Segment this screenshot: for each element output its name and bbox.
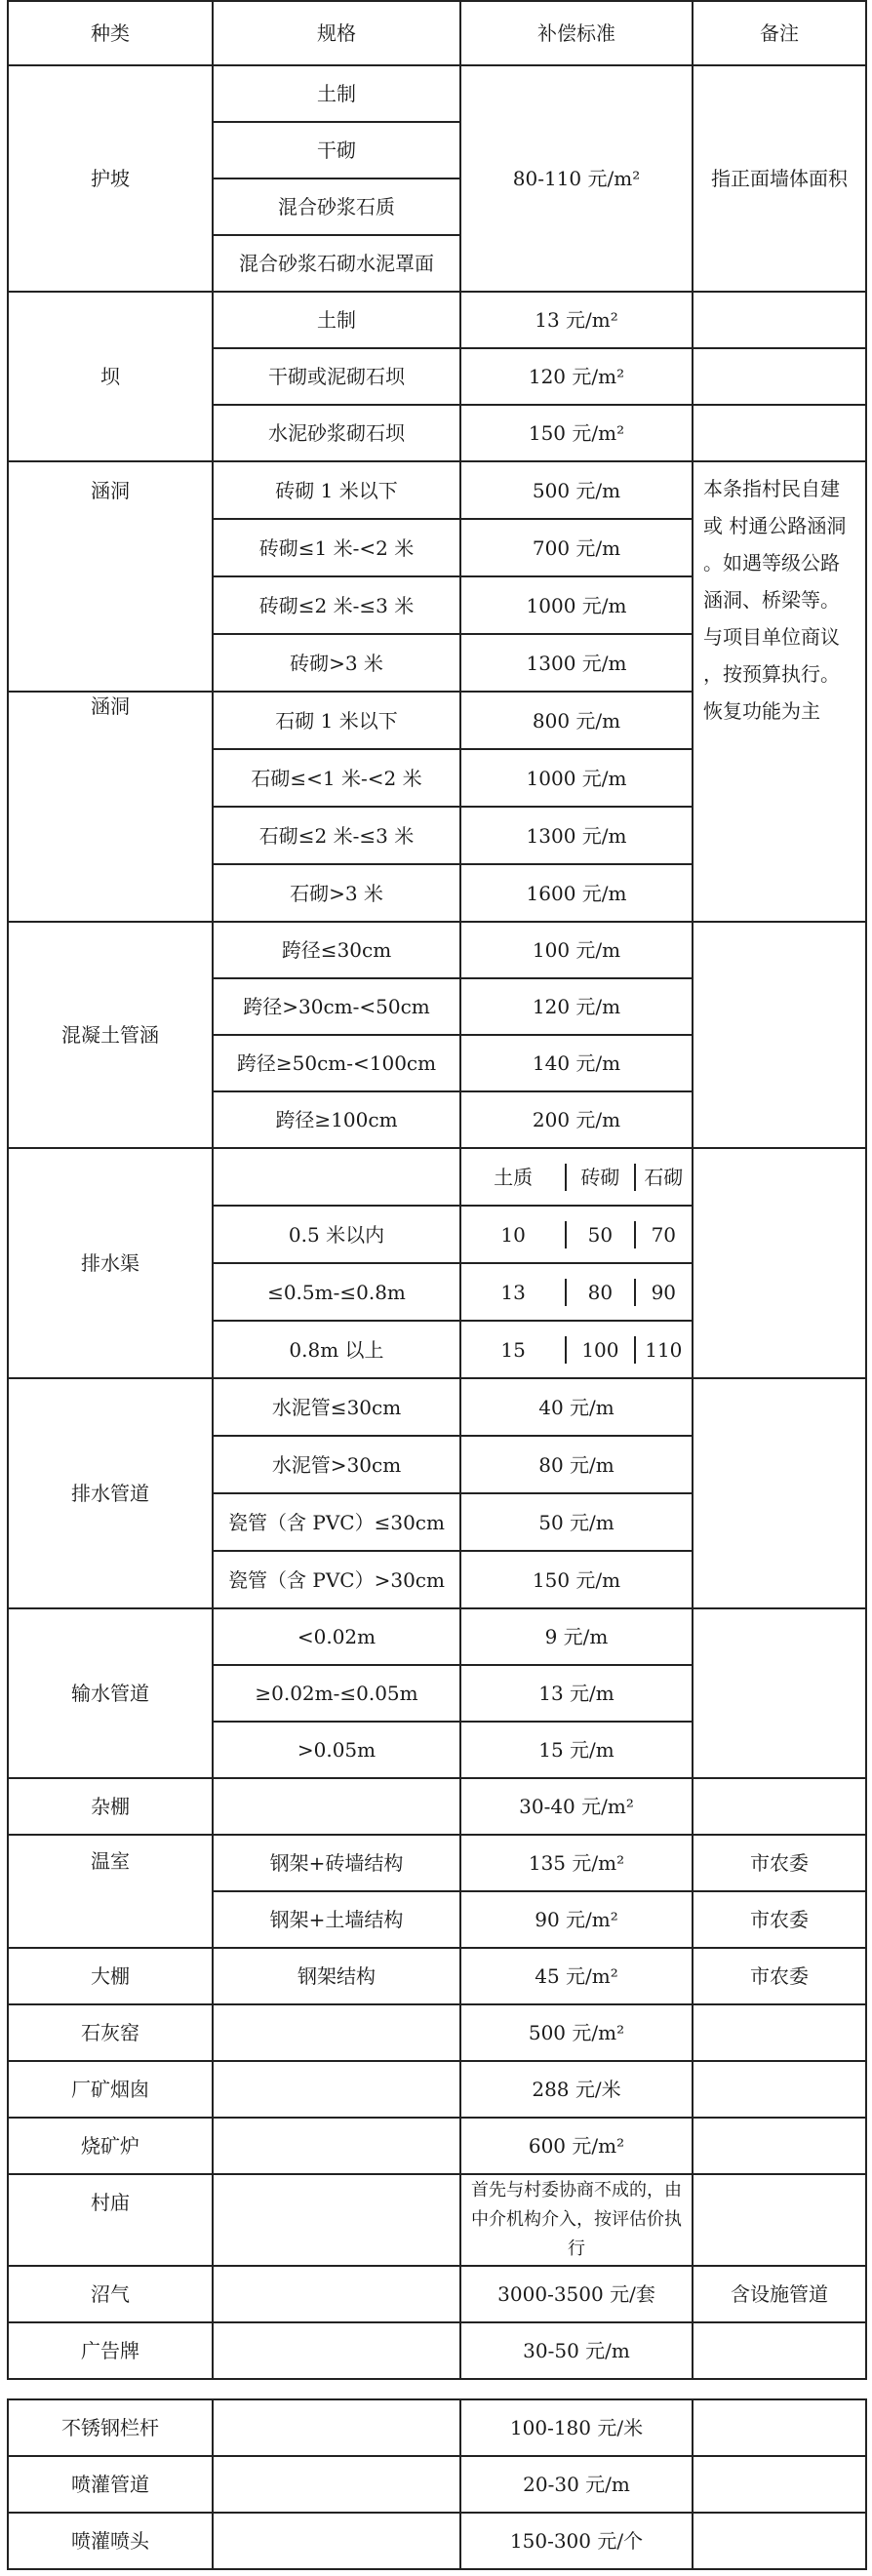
table-row — [8, 922, 866, 978]
note-cell — [693, 922, 866, 1148]
spec-cell — [213, 1148, 460, 1206]
spec-cell: 瓷管（含 PVC）≤30cm — [213, 1493, 460, 1551]
category-cell: 排水管道 — [8, 1378, 213, 1608]
table-row — [8, 65, 866, 122]
price-cell: 500 元/m — [460, 461, 693, 519]
category-cell: 沼气 — [8, 2266, 213, 2322]
spec-cell — [213, 2061, 460, 2118]
spec-cell — [213, 2513, 460, 2569]
table-row — [8, 2174, 866, 2266]
price-cell: 45 元/m² — [460, 1948, 693, 2004]
compensation-table — [7, 0, 867, 2380]
spec-cell: 石砌>3 米 — [213, 864, 460, 922]
note-cell — [693, 1778, 866, 1835]
price-cell: 80 元/m — [460, 1436, 693, 1493]
category-cell: 广告牌 — [8, 2322, 213, 2379]
header-spec: 规格 — [213, 1, 460, 65]
price-cell: 1600 元/m — [460, 864, 693, 922]
spec-cell: 钢架+砖墙结构 — [213, 1835, 460, 1891]
category-cell: 温室 — [8, 1835, 213, 1948]
price-cell: 135 元/m² — [460, 1835, 693, 1891]
header-price: 补偿标准 — [460, 1, 693, 65]
note-cell — [693, 292, 866, 348]
spec-cell: 石砌 1 米以下 — [213, 692, 460, 749]
spec-cell — [213, 2118, 460, 2174]
price-cell: 13 元/m² — [460, 292, 693, 348]
category-cell: 厂矿烟囱 — [8, 2061, 213, 2118]
table-row — [8, 2456, 866, 2513]
price-cell: 30-40 元/m² — [460, 1778, 693, 1835]
spec-cell: ≥0.02m-≤0.05m — [213, 1665, 460, 1722]
price-cell: 50 元/m — [460, 1493, 693, 1551]
table-row — [8, 2513, 866, 2569]
spec-cell: 瓷管（含 PVC）>30cm — [213, 1551, 460, 1608]
price-cell: 140 元/m — [460, 1035, 693, 1091]
price-cell: 3000-3500 元/套 — [460, 2266, 693, 2322]
table-row — [8, 1148, 866, 1206]
price-group — [460, 1321, 693, 1378]
category-cell: 喷灌喷头 — [8, 2513, 213, 2569]
table-row — [8, 2322, 866, 2379]
price-cell: 1000 元/m — [460, 576, 693, 634]
compensation-table-continued — [7, 2398, 867, 2570]
spec-cell: 跨径≤30cm — [213, 922, 460, 978]
note-cell: 市农委 — [693, 1835, 866, 1891]
spec-cell — [213, 2266, 460, 2322]
price-cell: 90 元/m² — [460, 1891, 693, 1948]
note-cell — [693, 2399, 866, 2456]
category-cell: 涵洞 — [8, 461, 213, 692]
note-line: 或 村通公路涵洞 — [703, 514, 847, 537]
spec-cell: 0.8m 以上 — [213, 1321, 460, 1378]
price-cell: 1000 元/m — [460, 749, 693, 807]
spec-cell: 钢架结构 — [213, 1948, 460, 2004]
header-stone: 石砌 — [635, 1164, 692, 1191]
price-cell: 800 元/m — [460, 692, 693, 749]
spec-cell — [213, 2399, 460, 2456]
note-cell — [693, 348, 866, 405]
category-cell: 涵洞 — [8, 692, 213, 922]
price-stone: 90 — [635, 1279, 692, 1306]
table-row — [8, 2004, 866, 2061]
price-cell: 30-50 元/m — [460, 2322, 693, 2379]
note-cell — [693, 1608, 866, 1778]
note-line: 与项目单位商议 — [703, 625, 840, 649]
spec-cell: 水泥砂浆砌石坝 — [213, 405, 460, 461]
spec-cell: 土制 — [213, 65, 460, 122]
price-brick: 80 — [566, 1279, 634, 1306]
category-cell: 石灰窑 — [8, 2004, 213, 2061]
material-header-cell — [460, 1148, 693, 1206]
price-brick: 50 — [566, 1221, 634, 1248]
price-cell: 100 元/m — [460, 922, 693, 978]
price-group — [460, 1206, 693, 1263]
spec-cell: 跨径>30cm-<50cm — [213, 978, 460, 1035]
spec-cell: 砖砌 1 米以下 — [213, 461, 460, 519]
material-headers — [461, 1164, 692, 1191]
table-row — [8, 2266, 866, 2322]
price-cell: 1300 元/m — [460, 634, 693, 692]
category-cell: 护坡 — [8, 65, 213, 292]
header-brick: 砖砌 — [566, 1164, 634, 1191]
price-cell: 20-30 元/m — [460, 2456, 693, 2513]
price-cell: 288 元/米 — [460, 2061, 693, 2118]
spec-cell: <0.02m — [213, 1608, 460, 1665]
price-stone: 110 — [635, 1336, 692, 1364]
category-cell: 坝 — [8, 292, 213, 461]
note-cell — [693, 2513, 866, 2569]
table-row — [8, 1378, 866, 1436]
table-row — [8, 2399, 866, 2456]
category-cell: 杂棚 — [8, 1778, 213, 1835]
spec-cell — [213, 2174, 460, 2266]
spec-cell: 混合砂浆石质 — [213, 178, 460, 235]
category-cell: 排水渠 — [8, 1148, 213, 1378]
table-row — [8, 2061, 866, 2118]
category-cell: 大棚 — [8, 1948, 213, 2004]
note-cell — [693, 405, 866, 461]
note-cell — [693, 1148, 866, 1378]
price-cell: 1300 元/m — [460, 807, 693, 864]
price-cell: 首先与村委协商不成的，由中介机构介入，按评估价执行 — [460, 2174, 693, 2266]
spec-cell: 水泥管>30cm — [213, 1436, 460, 1493]
price-cell: 40 元/m — [460, 1378, 693, 1436]
spec-cell: 砖砌≤1 米-<2 米 — [213, 519, 460, 576]
header-soil: 土质 — [494, 1165, 534, 1189]
spec-cell: ≤0.5m-≤0.8m — [213, 1263, 460, 1321]
price-cell: 700 元/m — [460, 519, 693, 576]
table-row — [8, 1778, 866, 1835]
spec-cell — [213, 2456, 460, 2513]
header-type: 种类 — [8, 1, 213, 65]
category-cell: 不锈钢栏杆 — [8, 2399, 213, 2456]
spec-cell: 混合砂浆石砌水泥罩面 — [213, 235, 460, 292]
price-cell: 600 元/m² — [460, 2118, 693, 2174]
category-cell: 混凝土管涵 — [8, 922, 213, 1148]
table-row — [8, 1948, 866, 2004]
price-cell: 120 元/m — [460, 978, 693, 1035]
note-cell — [693, 461, 866, 922]
note-cell: 指正面墙体面积 — [693, 65, 866, 292]
price-cell: 150-300 元/个 — [460, 2513, 693, 2569]
price-cell: 500 元/m² — [460, 2004, 693, 2061]
price-cell: 200 元/m — [460, 1091, 693, 1148]
table-row — [8, 2118, 866, 2174]
price-cell: 150 元/m² — [460, 405, 693, 461]
price-cell: 15 元/m — [460, 1722, 693, 1778]
header-note: 备注 — [693, 1, 866, 65]
price-group — [460, 1263, 693, 1321]
note-cell — [693, 2174, 866, 2266]
price-cell: 150 元/m — [460, 1551, 693, 1608]
table-row — [8, 1608, 866, 1665]
spec-cell: 跨径≥100cm — [213, 1091, 460, 1148]
spec-cell: 土制 — [213, 292, 460, 348]
table-row — [8, 1835, 866, 1891]
spec-cell: 钢架+土墙结构 — [213, 1891, 460, 1948]
spec-cell: 石砌≤<1 米-<2 米 — [213, 749, 460, 807]
category-cell: 输水管道 — [8, 1608, 213, 1778]
category-cell: 喷灌管道 — [8, 2456, 213, 2513]
price-stone: 70 — [635, 1221, 692, 1248]
spec-cell — [213, 1778, 460, 1835]
spec-cell: 跨径≥50cm-<100cm — [213, 1035, 460, 1091]
spec-cell — [213, 2322, 460, 2379]
table-row — [8, 461, 866, 519]
spec-cell: 砖砌≤2 米-≤3 米 — [213, 576, 460, 634]
note-cell: 市农委 — [693, 1948, 866, 2004]
note-cell — [693, 2118, 866, 2174]
note-line: 本条指村民自建 — [703, 477, 840, 500]
spec-cell — [213, 2004, 460, 2061]
category-cell: 村庙 — [8, 2174, 213, 2266]
price-soil: 15 — [500, 1337, 526, 1362]
spec-cell: 干砌或泥砌石坝 — [213, 348, 460, 405]
note-cell: 含设施管道 — [693, 2266, 866, 2322]
note-cell: 市农委 — [693, 1891, 866, 1948]
table-row — [8, 292, 866, 348]
note-line: 。如遇等级公路 — [703, 551, 840, 575]
note-cell — [693, 2322, 866, 2379]
spec-cell: 干砌 — [213, 122, 460, 178]
price-cell: 9 元/m — [460, 1608, 693, 1665]
price-soil: 10 — [500, 1222, 526, 1247]
price-cell: 13 元/m — [460, 1665, 693, 1722]
spec-cell: >0.05m — [213, 1722, 460, 1778]
note-cell — [693, 2061, 866, 2118]
note-line: 涵洞、桥梁等。 — [703, 588, 840, 612]
note-line: 恢复功能为主 — [703, 699, 820, 723]
note-cell — [693, 2004, 866, 2061]
note-line: ，按预算执行。 — [703, 662, 840, 686]
note-cell — [693, 2456, 866, 2513]
spec-cell: 水泥管≤30cm — [213, 1378, 460, 1436]
spec-cell: 砖砌>3 米 — [213, 634, 460, 692]
price-cell: 80-110 元/m² — [460, 65, 693, 292]
category-cell: 烧矿炉 — [8, 2118, 213, 2174]
note-cell — [693, 1378, 866, 1608]
spec-cell: 石砌≤2 米-≤3 米 — [213, 807, 460, 864]
spec-cell: 0.5 米以内 — [213, 1206, 460, 1263]
price-brick: 100 — [566, 1336, 634, 1364]
header-row — [8, 1, 866, 65]
price-cell: 100-180 元/米 — [460, 2399, 693, 2456]
price-cell: 120 元/m² — [460, 348, 693, 405]
price-soil: 13 — [500, 1280, 526, 1304]
